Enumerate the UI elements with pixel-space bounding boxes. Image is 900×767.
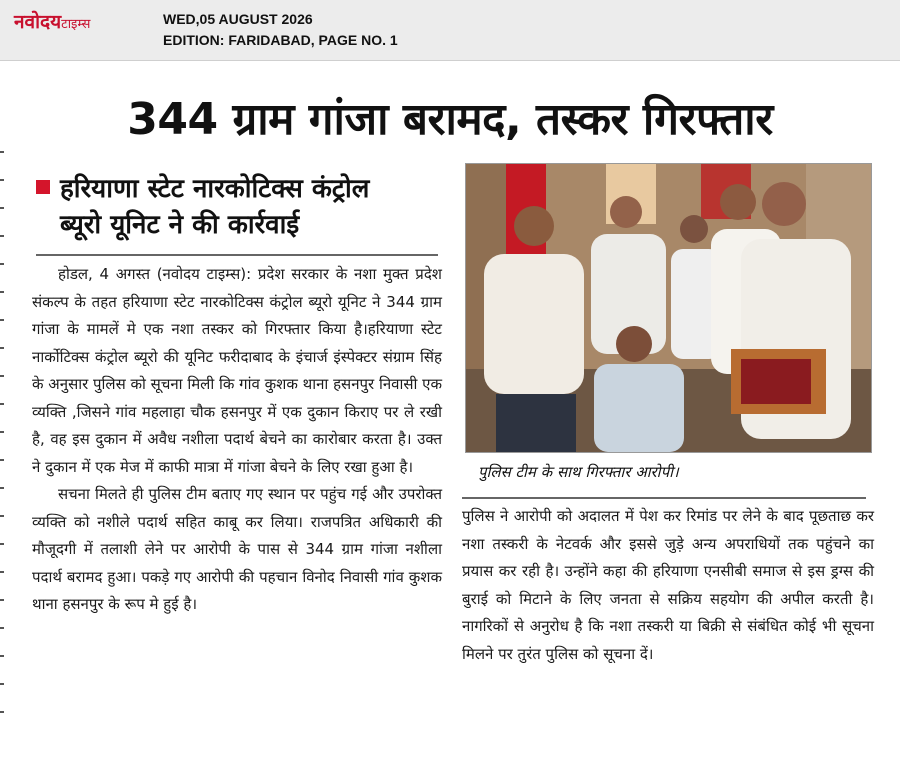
column-margin-marks [0,151,6,751]
logo-sub-text: टाइम्स [61,17,91,32]
news-photo [465,163,872,453]
red-square-bullet-icon [36,180,50,194]
subheadline-line-2: ब्यूरो यूनिट ने की कार्रवाई [60,210,300,240]
edition-info [163,9,398,51]
article-body-right [462,503,874,668]
date-line: WED,05 AUGUST 2026 [163,11,313,27]
divider-right [462,497,866,499]
article-subheadline [36,171,436,243]
paragraph-1: होडल, 4 अगस्त (नवोदय टाइम्स): प्रदेश सरकार के नशा मुक्त प्रदेश संकल्प के तहत हरियाणा स्टेट नारकोटिक्स कंट्रोल ब्यूरो यूनिट ने 344 ग्राम गांजा के मामलें मे एक नशा तस्कर को गिरफ्तार किया है।हरियाणा स्टेट नार्कोटिक्स कंट्रोल ब्यूरो की यूनिट फरीदाबाद के इंचार्ज इंस्पेक्टर संग्राम सिंह के अनुसार पुलिस को सूचना मिली कि गांव कुशक थाना हसनपुर निवासी एक व्यक्ति ,जिसने गांव महलाहा चौक हसनपुर में एक दुकान किराए पर ले रखी है, वह इस दुकान में अवैध नशीला पदार्थ बेचने का कारोबार करता है। उक्त ने दुकान में एक मेज में काफी मात्रा में गांजा बेचने के लिए रखा हुआ है। [32,265,442,476]
edition-line: EDITION: FARIDABAD, PAGE NO. 1 [163,32,398,48]
logo-main-text: नवोदय [14,11,62,33]
newspaper-logo[interactable] [14,8,90,34]
divider-left [36,254,438,256]
masthead-bar [0,0,900,61]
article-body-left [32,261,442,619]
article-headline: 344 ग्राम गांजा बरामद, तस्कर गिरफ्तार [127,94,773,145]
police-team-photo [466,164,871,452]
photo-caption: पुलिस टीम के साथ गिरफ्तार आरोपी। [478,463,679,481]
paragraph-3: पुलिस ने आरोपी को अदालत में पेश कर रिमांड पर लेने के बाद पूछताछ कर नशा तस्करी के नेटवर्क और इससे जुड़े अन्य अपराधियों तक पहुंचने का प्रयास कर रही है। उन्होंने कहा की हरियाणा एनसीबी समाज से इस ड्रग्स की बुराई को मिटाने के लिए जनता से सक्रिय सहयोग की अपील करती है। नागरिकों से अनुरोध है कि नशा तस्करी या बिक्री से संबंधित कोई भी सूचना मिलने पर तुरंत पुलिस को सूचना दें। [462,507,874,663]
subheadline-line-1: हरियाणा स्टेट नारकोटिक्स कंट्रोल [60,174,370,204]
paragraph-2: सचना मिलते ही पुलिस टीम बताए गए स्थान पर पहुंच गई और उपरोक्त व्यक्ति को नशीले पदार्थ सहित काबू कर लिया। राजपत्रित अधिकारी की मौजूदगी में तलाशी लेने पर आरोपी के पास से 344 ग्राम गांजा नशीला पदार्थ बरामद हुआ। पकड़े गए आरोपी की पहचान विनोद निवासी गांव कुशक थाना हसनपुर के रूप मे हुई है। [32,485,442,613]
newspaper-page [0,61,900,767]
